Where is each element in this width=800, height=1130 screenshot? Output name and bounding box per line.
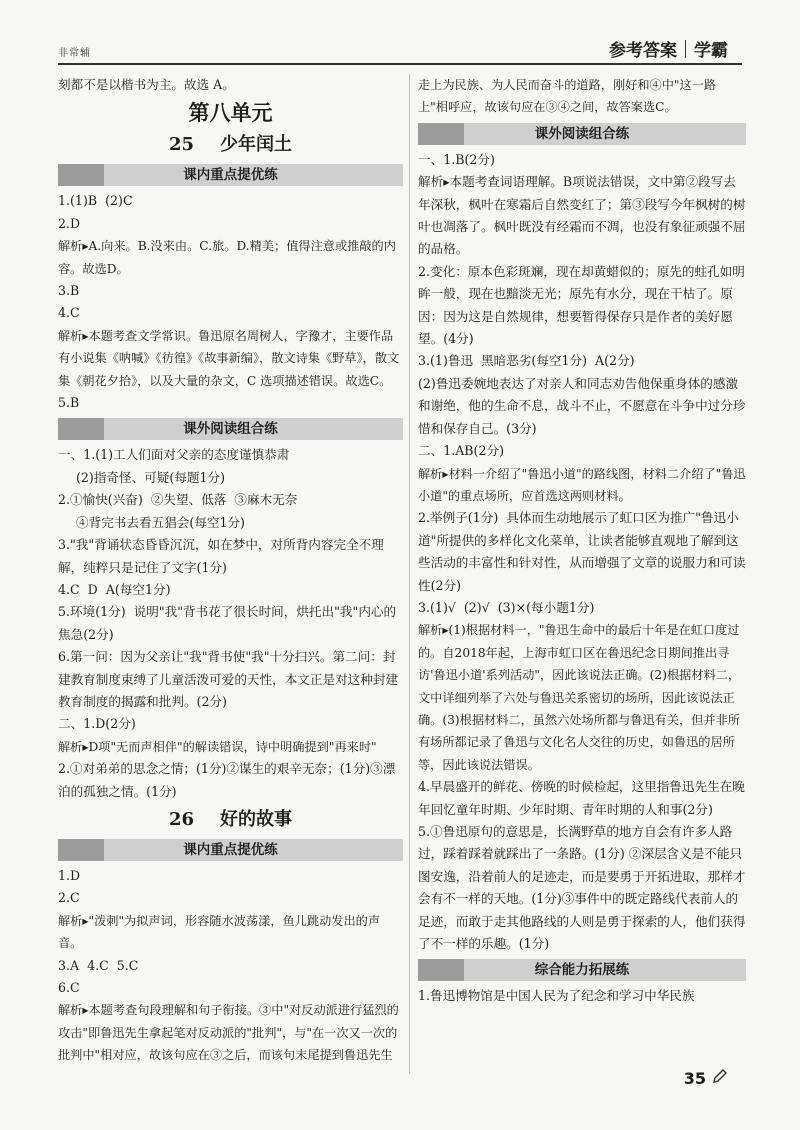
answer-line: 2.D: [58, 215, 81, 231]
answer-line: 2.变化：原本色彩斑斓，现在却黄蜡似的；原先的蛀孔如明眸一般，现在也黯淡无光；原先有水分，现在干枯了。原因：因为这是自然规律，想要暂得保存只是作者的美好愿望。(4分): [418, 263, 745, 347]
answer-line: 6.C: [58, 980, 80, 995]
analysis-text: 解析▸A.向来。B.没来由。C.旅。D.精美；值得注意或推敲的内容。故选D。: [58, 239, 396, 276]
section-header: 课外阅读组合练: [58, 418, 403, 440]
header-rule: [58, 63, 742, 65]
analysis-text: 解析▸本题考查词语理解。B项说法错误，文中第②段写去年深秋，枫叶在寒霜后自然变红了；第③段写今年枫树的树叶也凋落了。枫叶既没有经霜而不凋，也没有象征顽强不屈的品格。: [418, 174, 746, 257]
left-column: [58, 74, 403, 1067]
answer-line: 一、1.(1)工人们面对父亲的态度谨慎恭肃: [58, 447, 290, 463]
analysis-text: 解析▸材料一介绍了"鲁迅小道"的路线图，材料二介绍了"鲁迅小道"的重点场所，应首选这两则材料。: [418, 466, 746, 503]
header-left-tag: 非常辅: [58, 48, 91, 59]
answer-line: 2.①愉快(兴奋) ②失望、低落 ③麻木无奈: [58, 492, 298, 508]
answer-line: 5.B: [58, 395, 80, 411]
analysis-text: 解析▸D项"无而声相伴"的解读错误，诗中明确提到"再来时": [58, 739, 377, 754]
carry-over-text: 刻都不是以楷书为主。故选 A。: [58, 77, 235, 92]
analysis-text: 解析▸"泼刺"为拟声词，形容随水波荡漾，鱼儿跳动发出的声音。: [58, 913, 381, 951]
page-header: [0, 0, 800, 70]
answer-line: 2.①对弟弟的思念之情；(1分)②谋生的艰辛无奈；(1分)③漂泊的孤独之情。(1分): [58, 761, 396, 799]
lesson-number: 25: [168, 134, 195, 156]
answer-line: 3."我"背诵状态昏昏沉沉，如在梦中，对所背内容完全不理解，纯粹只是记住了文字(1分): [58, 537, 384, 575]
answer-line: 4.早晨盛开的鲜花、傍晚的时候检起，这里指鲁迅先生在晚年回忆童年时期、少年时期、青年时期的人和事(2分): [418, 779, 745, 817]
answer-line: (2)鲁迅委婉地表达了对亲人和同志劝告他保重身体的感激和谢绝，他的生命不息，战斗不止，不愿意在斗争中过分珍惜和保存自己。(3分): [418, 375, 746, 436]
lesson-name: 好的故事: [220, 808, 293, 830]
column-divider: [409, 74, 410, 1074]
answer-line: 3.(1)鲁迅 黑暗恶劣(每空1分) A(2分): [418, 353, 635, 369]
answer-line: 1.D: [58, 867, 81, 883]
page-footer: [684, 1068, 728, 1088]
answer-line: 2.举例子(1分) 具体而生动地展示了虹口区为推广"鲁迅小道"所提供的多样化文化菜单，让读者能够直观地了解到这些活动的丰富性和针对性，从而增强了文章的说服力和可读性(2分): [418, 510, 746, 593]
answer-line: 2.C: [58, 890, 80, 906]
analysis-text: 解析▸本题考查句段理解和句子衔接。③中"对反动派进行猛烈的攻击"即鲁迅先生拿起笔对反动派的"批判"，与"在一次又一次的批判中"相对应，故该句应在③之后，而该句末尾提到鲁迅先生: [58, 1003, 399, 1063]
brand-logo: 学霸: [694, 41, 728, 61]
answer-line: 4.C D A(每空1分): [58, 581, 171, 597]
answer-line: ④背完书去看五猖会(每空1分): [76, 514, 245, 530]
answer-line: 5.环境(1分) 说明"我"背书花了很长时间，烘托出"我"内心的焦急(2分): [58, 604, 397, 642]
answer-line: (2)指奇怪、可疑(每题1分): [76, 469, 226, 485]
section-header: 课内重点提优练: [58, 164, 403, 186]
answer-line: 一、1.B(2分): [418, 151, 495, 167]
section-header: 课内重点提优练: [58, 839, 403, 861]
answer-line: 1.(1)B (2)C: [58, 193, 133, 209]
page-number: 35: [683, 1068, 706, 1088]
analysis-text: 解析▸本题考查文学常识。鲁迅原名周树人，字豫才，主要作品有小说集《呐喊》《彷徨》《故事新编》，散文诗集《野草》，散文集《朝花夕拾》，以及大量的杂文，C 选项描述错误。故选C。: [58, 328, 400, 388]
answer-line: 二、1.D(2分): [58, 716, 136, 732]
header-title: 参考答案: [609, 41, 677, 61]
header-right: [609, 36, 728, 61]
unit-title: 第八单元: [188, 101, 273, 126]
right-column: [418, 74, 746, 1008]
pencil-icon: [712, 1068, 728, 1088]
answer-line: 3.A 4.C 5.C: [58, 957, 139, 973]
lesson-25-title: [58, 130, 403, 160]
section-header: 综合能力拓展练: [418, 959, 746, 981]
section-header: 课外阅读组合练: [418, 123, 746, 145]
answer-line: 6.第一问：因为父亲让"我"背书使"我"十分扫兴。第二问：封建教育制度束缚了儿童活泼可爱的天性，本文正是对这种封建教育制度的揭露和批判。(2分): [58, 649, 399, 709]
answer-line: 5.①鲁迅原句的意思是，长满野草的地方自会有许多人路过，踩着踩着就踩出了一条路。(1分) ②深层含义是不能只图安逸，沿着前人的足迹走，而是要勇于开拓进取，那样才会有不一样的天地。(1分)③事件中的既定路线代表前人的足迹，而敢于走其他路线的人则是勇于探索的人，他们获得了不一样的乐趣。(1分): [418, 824, 746, 952]
answer-line: 4.C: [58, 305, 80, 321]
answer-line: 3.B: [58, 283, 80, 299]
lesson-name: 少年闰土: [220, 134, 293, 156]
lesson-number: 26: [168, 808, 195, 830]
answer-line: 二、1.AB(2分): [418, 443, 504, 459]
lesson-26-title: [58, 805, 403, 835]
header-separator: [685, 40, 686, 58]
answer-line: 3.(1)√ (2)√ (3)×(每小题1分): [418, 599, 595, 615]
carry-over-text: 走上为民族、为人民而奋斗的道路，刚好和④中"这一路上"相呼应，故该句应在③④之间，故答案选C。: [418, 78, 717, 115]
analysis-text: 解析▸(1)根据材料一，"鲁迅生命中的最后十年是在虹口度过的。自2018年起，上海市虹口区在鲁迅纪念日期间推出寻访'鲁迅小道'系列活动"，因此该说法正确。(2)根据材料二，文中详细列举了六处与鲁迅关系密切的场所，因此该说法正确。(3)根据材料二，虽然六处场所都与鲁迅有关，但并非所有场所都记录了鲁迅与文化名人交往的历史，如鲁迅的居所等，因此该说法错误。: [418, 623, 741, 772]
answer-line: 1.鲁迅博物馆是中国人民为了纪念和学习中华民族: [418, 988, 695, 1004]
